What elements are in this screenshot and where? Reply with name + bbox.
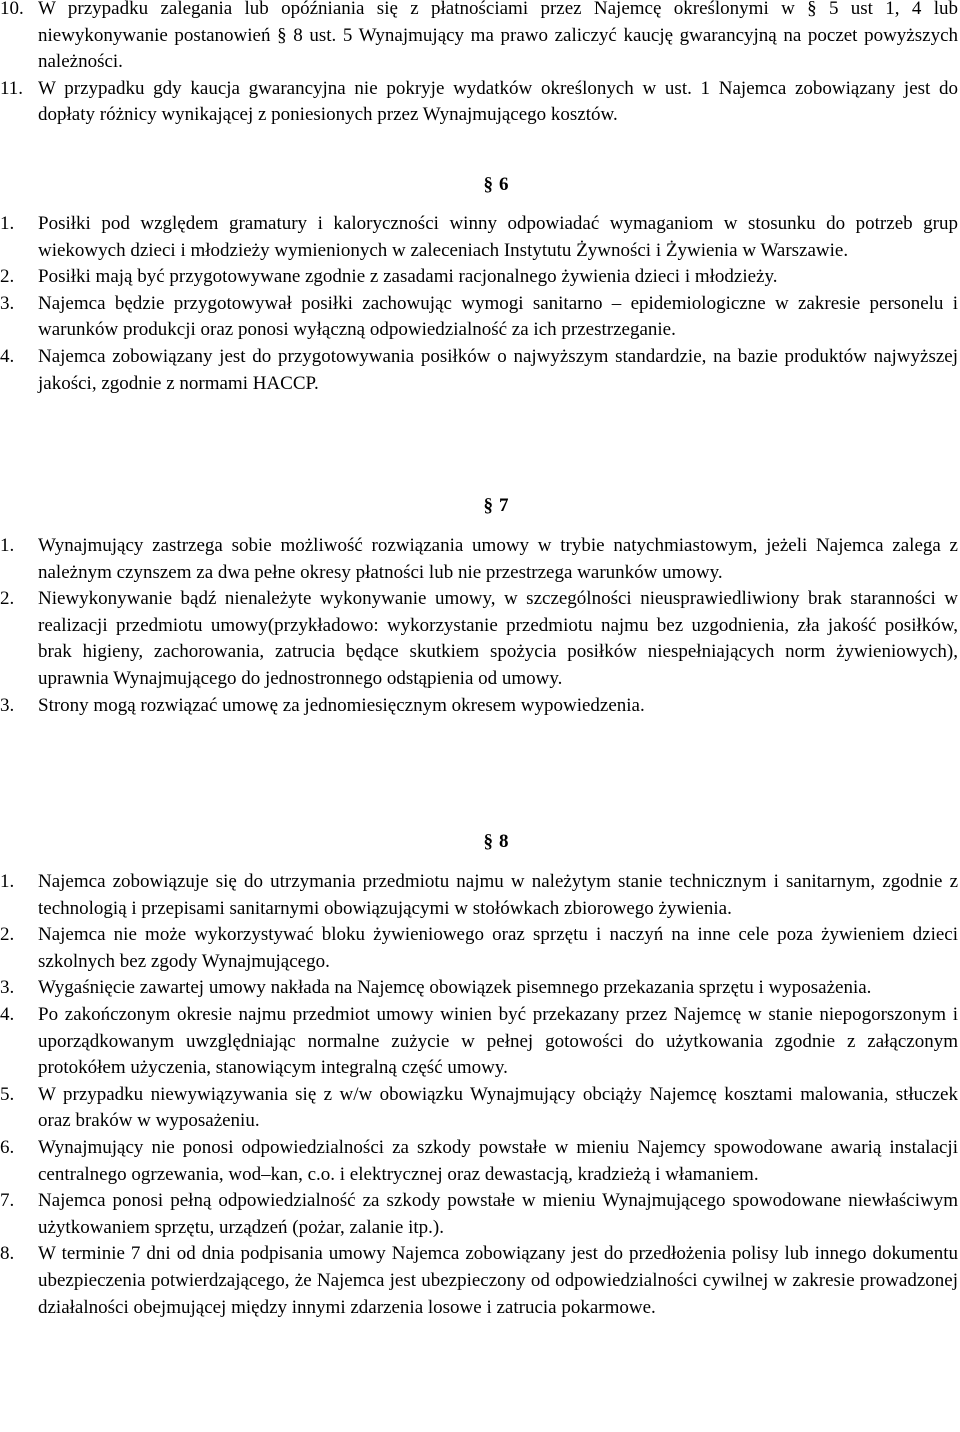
list-item	[0, 533, 960, 586]
item-number: 4.	[0, 1003, 15, 1025]
item-text: Po zakończonym okresie najmu przedmiot umowy winien być przekazany przez Najemcę w stanie niepogorszonym i uporządkowanym uwzględniając normalne zużycie w pełnej gotowości do użytkowania zgodnie z załączonym protokółem użyczenia, stanowiącym integralną część umowy.	[38, 1003, 958, 1079]
list-item	[0, 693, 960, 720]
section-heading	[0, 493, 960, 520]
item-number: 3.	[0, 977, 15, 999]
item-number: 8.	[0, 1243, 15, 1265]
item-text: Wygaśnięcie zawartej umowy nakłada na Najemcę obowiązek pisemnego przekazania sprzętu i wyposażenia.	[38, 977, 872, 999]
section-heading	[0, 172, 960, 199]
item-number: 11.	[0, 77, 24, 99]
item-text: Posiłki mają być przygotowywane zgodnie z zasadami racjonalnego żywienia dzieci i młodzieży.	[38, 266, 778, 288]
item-number: 5.	[0, 1083, 15, 1105]
item-number: 10.	[0, 0, 24, 19]
list-item	[0, 344, 960, 397]
item-number: 4.	[0, 345, 15, 367]
item-number: 2.	[0, 266, 15, 288]
section-number: 8	[499, 831, 509, 852]
item-text: Posiłki pod względem gramatury i kaloryczności winny odpowiadać wymaganiom w stosunku do potrzeb grup wiekowych dzieci i młodzieży wymienionych w zaleceniach Instytutu Żywności i Żywienia w Warszawie.	[38, 213, 958, 261]
intro-list	[0, 0, 960, 129]
item-text: Najemca ponosi pełną odpowiedzialność za szkody powstałe w mieniu Wynajmującego spowodowane niewłaściwym użytkowaniem sprzętu, urządzeń (pożar, zalanie itp.).	[38, 1190, 958, 1238]
item-text: Wynajmujący zastrzega sobie możliwość rozwiązania umowy w trybie natychmiastowym, jeżeli Najemca zalega z należnym czynszem za dwa pełne okresy płatności lub nie przestrzega warunków umowy.	[38, 535, 958, 583]
item-number: 7.	[0, 1190, 15, 1212]
section-number: 6	[499, 174, 509, 195]
list-item	[0, 975, 960, 1002]
list-item	[0, 869, 960, 922]
list-item	[0, 1135, 960, 1188]
list-item	[0, 922, 960, 975]
list-item	[0, 211, 960, 264]
section-number: 7	[499, 495, 509, 516]
list-item	[0, 1241, 960, 1321]
item-text: W przypadku niewywiązywania się z w/w obowiązku Wynajmujący obciąży Najemcę kosztami malowania, stłuczek oraz braków w wyposażeniu.	[38, 1083, 958, 1132]
item-number: 3.	[0, 292, 15, 314]
paragraph-sign: §	[483, 174, 493, 195]
list-item	[0, 264, 960, 291]
paragraph-sign: §	[483, 831, 493, 852]
item-text: Wynajmujący nie ponosi odpowiedzialności za szkody powstałe w mieniu Najemcy spowodowane awarią instalacji centralnego ogrzewania, wod–kan, c.o. i elektrycznej oraz dewastacją, kradzieżą i włamaniem.	[38, 1136, 958, 1185]
list-item	[0, 1082, 960, 1135]
list-item	[0, 1002, 960, 1082]
item-number: 1.	[0, 871, 15, 892]
list-item	[0, 291, 960, 344]
section-list	[0, 869, 960, 1321]
item-text: Najemca nie może wykorzystywać bloku żywieniowego oraz sprzętu i naczyń na inne cele poza żywieniem dzieci szkolnych bez zgody Wynajmującego.	[38, 924, 958, 972]
item-number: 2.	[0, 588, 15, 610]
paragraph-sign: §	[483, 495, 493, 516]
item-text: Najemca będzie przygotowywał posiłki zachowując wymogi sanitarno – epidemiologiczne w zakresie personelu i warunków produkcji oraz ponosi wyłączną odpowiedzialność za ich przestrzeganie.	[38, 292, 958, 341]
item-number: 1.	[0, 535, 15, 556]
list-item	[0, 76, 960, 129]
item-number: 3.	[0, 694, 15, 716]
item-text: W terminie 7 dni od dnia podpisania umowy Najemca zobowiązany jest do przedłożenia polisy lub innego dokumentu ubezpieczenia potwierdzającego, że Najemca jest ubezpieczony od odpowiedzialności cywilnej w zakresie prowadzonej działalności obejmującej między innymi zdarzenia losowe i zatrucia pokarmowe.	[38, 1243, 958, 1318]
item-text: Najemca zobowiązany jest do przygotowywania posiłków o najwyższym standardzie, na bazie produktów najwyższej jakości, zgodnie z normami HACCP.	[38, 345, 958, 394]
section-list	[0, 533, 960, 719]
section-heading	[0, 829, 960, 856]
item-text: Najemca zobowiązuje się do utrzymania przedmiotu najmu w należytym stanie technicznym i sanitarnym, zgodnie z technologią i przepisami sanitarnymi obowiązującymi w stołówkach zbiorowego żywienia.	[38, 871, 958, 919]
list-item	[0, 0, 960, 76]
section-list	[0, 211, 960, 397]
item-number: 6.	[0, 1136, 15, 1158]
item-number: 2.	[0, 924, 15, 946]
item-text: W przypadku zalegania lub opóźniania się z płatnościami przez Najemcę określonymi w § 5 ust 1, 4 lub niewykonywanie postanowień § 8 ust. 5 Wynajmujący ma prawo zaliczyć kaucję gwarancyjną na poczet powyższych należności.	[38, 0, 958, 73]
list-item	[0, 1188, 960, 1241]
item-text: Strony mogą rozwiązać umowę za jednomiesięcznym okresem wypowiedzenia.	[38, 694, 645, 716]
item-number: 1.	[0, 213, 15, 234]
item-text: Niewykonywanie bądź nienależyte wykonywanie umowy, w szczególności nieusprawiedliwiony brak staranności w realizacji przedmiotu umowy(przykładowo: wykorzystanie przedmiotu najmu bez uzgodnienia, zła jakość posiłków, brak higieny, zachorowania, zatrucia będące skutkiem spożycia posiłków niespełniających norm żywieniowych), uprawnia Wynajmującego do jednostronnego odstąpienia od umowy.	[38, 588, 958, 689]
item-text: W przypadku gdy kaucja gwarancyjna nie pokryje wydatków określonych w ust. 1 Najemca zobowiązany jest do dopłaty różnicy wynikającej z poniesionych przez Wynajmującego kosztów.	[38, 77, 958, 126]
list-item	[0, 586, 960, 692]
